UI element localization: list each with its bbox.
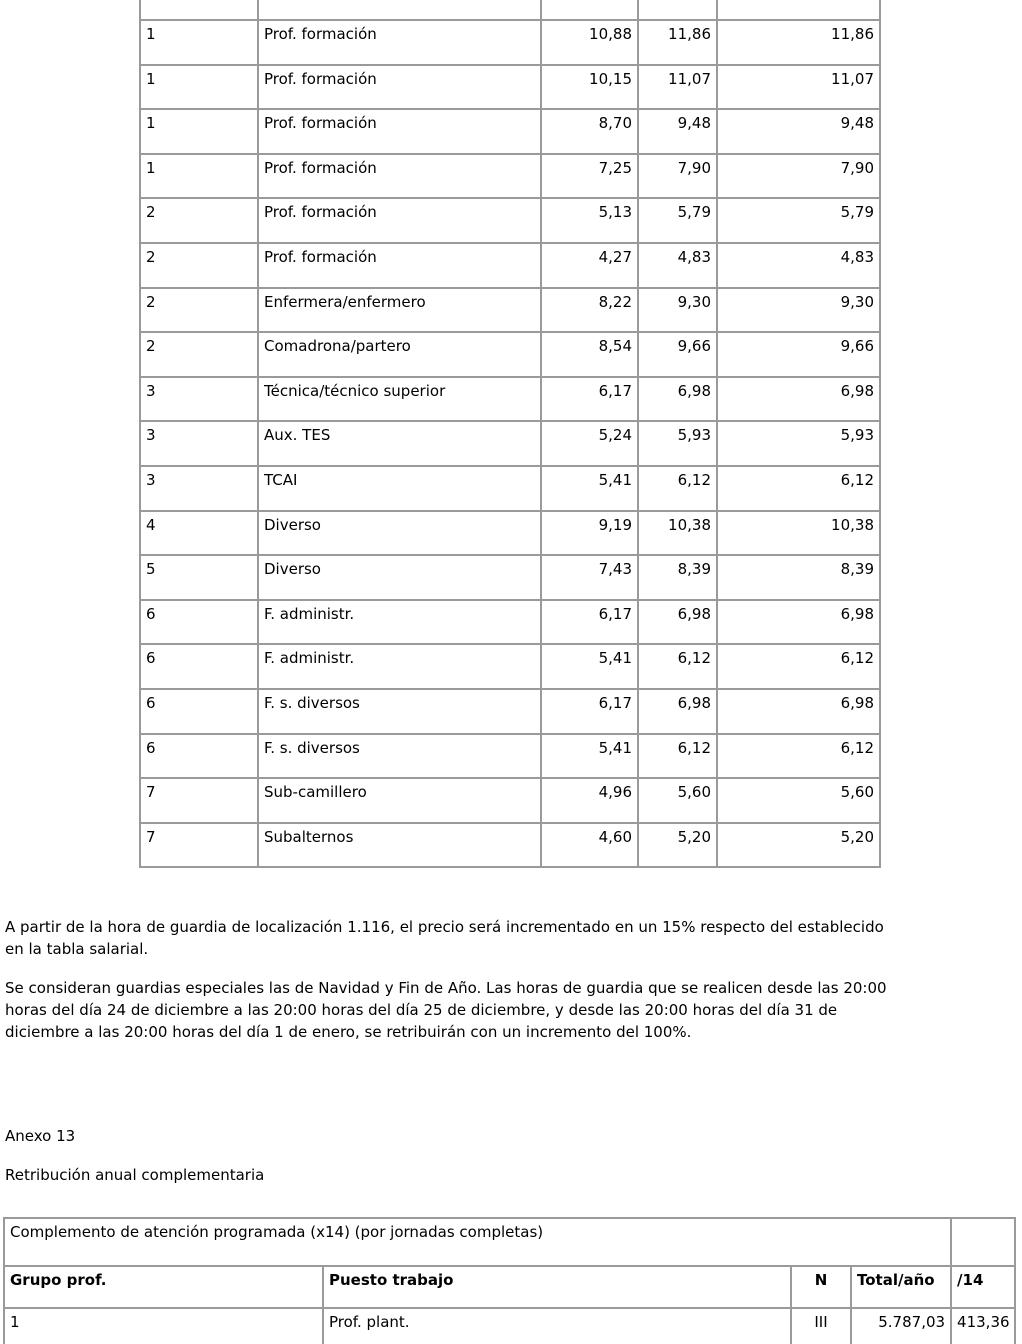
anexo-heading: Anexo 13 <box>5 1127 76 1145</box>
table-cell-puesto: Subalternos <box>258 823 541 868</box>
table-cell-v2: 5,79 <box>638 198 717 243</box>
table-cell-v3: 6,12 <box>717 644 880 689</box>
table-cell-grupo: 7 <box>140 823 258 868</box>
table-cell-v1: 8,70 <box>541 109 638 154</box>
complemento-table <box>3 1217 1016 1344</box>
table-row <box>140 823 880 868</box>
table-cell-grupo: 2 <box>140 198 258 243</box>
table-cell-v2: 7,90 <box>638 154 717 199</box>
table-cell-puesto: Prof. formación <box>258 154 541 199</box>
table-cell-grupo: 1 <box>140 154 258 199</box>
table-cell-total: 5.787,03 <box>851 1308 951 1344</box>
table-row <box>140 421 880 466</box>
table-row <box>140 109 880 154</box>
guard-rate-table <box>139 0 881 868</box>
table-cell-v2: 6,12 <box>638 466 717 511</box>
table-cell-v2: 5,93 <box>638 421 717 466</box>
table-cell-puesto: Comadrona/partero <box>258 332 541 377</box>
table-row <box>140 198 880 243</box>
table-cell-puesto: Diverso <box>258 555 541 600</box>
table-cell-empty <box>140 0 258 20</box>
table-cell-puesto: TCAI <box>258 466 541 511</box>
table-cell-grupo: 5 <box>140 555 258 600</box>
table-cell-v3: 9,48 <box>717 109 880 154</box>
table-cell-v3: 10,38 <box>717 511 880 556</box>
table-cell-grupo: 1 <box>140 65 258 110</box>
table-cell-v1: 6,17 <box>541 377 638 422</box>
table-cell-puesto: Prof. formación <box>258 109 541 154</box>
table-cell-puesto: Diverso <box>258 511 541 556</box>
table-cell-v3: 6,98 <box>717 689 880 734</box>
table-cell-puesto: Sub-camillero <box>258 778 541 823</box>
table-cell-v2: 9,30 <box>638 288 717 333</box>
complemento-table-container <box>3 1217 1019 1344</box>
guard-rate-table-container <box>139 0 885 870</box>
column-header-puesto-trabajo: Puesto trabajo <box>323 1266 791 1308</box>
table-row <box>140 600 880 645</box>
table-cell-puesto: Prof. formación <box>258 243 541 288</box>
table-cell-v1: 10,15 <box>541 65 638 110</box>
table-row <box>140 20 880 65</box>
table-row <box>140 377 880 422</box>
table-row <box>140 734 880 779</box>
table-cell-v3: 6,98 <box>717 377 880 422</box>
column-header-per14: /14 <box>951 1266 1015 1308</box>
table-cell-puesto: Prof. plant. <box>323 1308 791 1344</box>
table-cell-v1: 7,43 <box>541 555 638 600</box>
table-row <box>140 511 880 556</box>
table-cell-grupo: 1 <box>140 109 258 154</box>
table-cell-puesto: Aux. TES <box>258 421 541 466</box>
table-cell-v1: 4,27 <box>541 243 638 288</box>
table-cell-puesto: Prof. formación <box>258 20 541 65</box>
table-cell-v2: 4,83 <box>638 243 717 288</box>
table-cell-v1: 5,41 <box>541 734 638 779</box>
table-cell-grupo: 7 <box>140 778 258 823</box>
column-header-n: N <box>791 1266 851 1308</box>
table-cell-puesto: F. s. diversos <box>258 689 541 734</box>
table-row <box>140 332 880 377</box>
table-cell-grupo: 1 <box>140 20 258 65</box>
table-row <box>140 689 880 734</box>
anexo-subheading: Retribución anual complementaria <box>5 1166 265 1184</box>
table-cell-v3: 8,39 <box>717 555 880 600</box>
table-cell-empty <box>541 0 638 20</box>
paragraph-guardias-especiales: Se consideran guardias especiales las de Navidad y Fin de Año. Las horas de guardia que se realicen desde las 20:00 horas del día 24 de diciembre a las 20:00 horas del día 25 de diciembre, y desde las 20:00 horas del día 31 de diciembre a las 20:00 horas del día 1 de enero, se retribuirán con un incremento del 100%. <box>5 979 887 1041</box>
table-cell-puesto: Prof. formación <box>258 65 541 110</box>
table-cell-v2: 11,86 <box>638 20 717 65</box>
table-row <box>140 778 880 823</box>
table-cell-v1: 5,13 <box>541 198 638 243</box>
table-cell-v3: 9,30 <box>717 288 880 333</box>
table-cell-v1: 10,88 <box>541 20 638 65</box>
table-cell-v3: 5,60 <box>717 778 880 823</box>
table-row <box>140 243 880 288</box>
table-row <box>140 644 880 689</box>
table-cell-puesto: F. s. diversos <box>258 734 541 779</box>
table-row <box>140 288 880 333</box>
table-cell-grupo: 3 <box>140 377 258 422</box>
table-cell-v2: 5,20 <box>638 823 717 868</box>
table-row <box>140 466 880 511</box>
table-cell-empty <box>717 0 880 20</box>
table-cell-grupo: 6 <box>140 689 258 734</box>
table-row <box>4 1308 1015 1344</box>
table-cell-grupo: 6 <box>140 734 258 779</box>
table-cell-grupo: 6 <box>140 600 258 645</box>
table-cell-v3: 11,07 <box>717 65 880 110</box>
table-cell-v3: 4,83 <box>717 243 880 288</box>
table-cell-v1: 6,17 <box>541 600 638 645</box>
table-cell-grupo: 4 <box>140 511 258 556</box>
table-cell-v3: 5,93 <box>717 421 880 466</box>
table-cell-v2: 10,38 <box>638 511 717 556</box>
table-cell-grupo: 2 <box>140 243 258 288</box>
table-row <box>140 65 880 110</box>
table-row-partial <box>140 0 880 20</box>
table-cell-v2: 6,98 <box>638 377 717 422</box>
table-cell-grupo: 2 <box>140 288 258 333</box>
table-header-row <box>4 1266 1015 1308</box>
table-cell-v2: 6,98 <box>638 689 717 734</box>
table-cell-puesto: Técnica/técnico superior <box>258 377 541 422</box>
table-cell-v3: 11,86 <box>717 20 880 65</box>
table-cell-v3: 6,98 <box>717 600 880 645</box>
table-cell-puesto: F. administr. <box>258 644 541 689</box>
table-cell-v1: 5,41 <box>541 644 638 689</box>
paragraph-guardia-localizacion: A partir de la hora de guardia de localización 1.116, el precio será incrementado en un 15% respecto del establecido en la tabla salarial. <box>5 918 884 958</box>
table-cell-v3: 5,20 <box>717 823 880 868</box>
table-cell-v3: 6,12 <box>717 734 880 779</box>
table-cell-grupo: 6 <box>140 644 258 689</box>
table-cell-puesto: Enfermera/enfermero <box>258 288 541 333</box>
table-cell-puesto: F. administr. <box>258 600 541 645</box>
column-header-total-ano: Total/año <box>851 1266 951 1308</box>
table-cell-v1: 8,54 <box>541 332 638 377</box>
table-cell-v2: 5,60 <box>638 778 717 823</box>
table-cell-v3: 6,12 <box>717 466 880 511</box>
table-cell-v1: 8,22 <box>541 288 638 333</box>
table-cell-v2: 9,48 <box>638 109 717 154</box>
table-row <box>140 555 880 600</box>
table-cell-v2: 11,07 <box>638 65 717 110</box>
table-cell-v3: 5,79 <box>717 198 880 243</box>
table-cell-grupo: 3 <box>140 421 258 466</box>
table-cell-v2: 6,12 <box>638 644 717 689</box>
table-cell-per14: 413,36 <box>951 1308 1015 1344</box>
table-cell-v1: 5,24 <box>541 421 638 466</box>
table-cell-v2: 6,98 <box>638 600 717 645</box>
column-header-grupo-prof: Grupo prof. <box>4 1266 323 1308</box>
table-cell-v3: 7,90 <box>717 154 880 199</box>
table-cell-v1: 7,25 <box>541 154 638 199</box>
table-cell-v1: 9,19 <box>541 511 638 556</box>
table-cell-v1: 4,60 <box>541 823 638 868</box>
table-title-cell: Complemento de atención programada (x14) (por jornadas completas) <box>4 1218 951 1266</box>
table-cell-v2: 6,12 <box>638 734 717 779</box>
table-cell-v1: 4,96 <box>541 778 638 823</box>
table-cell-v3: 9,66 <box>717 332 880 377</box>
table-cell-empty <box>258 0 541 20</box>
table-cell-n: III <box>791 1308 851 1344</box>
table-cell-empty <box>638 0 717 20</box>
table-cell-v1: 6,17 <box>541 689 638 734</box>
table-cell-grupo: 2 <box>140 332 258 377</box>
table-cell-puesto: Prof. formación <box>258 198 541 243</box>
table-cell-v2: 8,39 <box>638 555 717 600</box>
table-row <box>140 154 880 199</box>
table-cell-grupo: 3 <box>140 466 258 511</box>
table-cell-empty <box>951 1218 1015 1266</box>
table-cell-v2: 9,66 <box>638 332 717 377</box>
table-cell-grupo: 1 <box>4 1308 323 1344</box>
table-title-row <box>4 1218 1015 1266</box>
table-cell-v1: 5,41 <box>541 466 638 511</box>
